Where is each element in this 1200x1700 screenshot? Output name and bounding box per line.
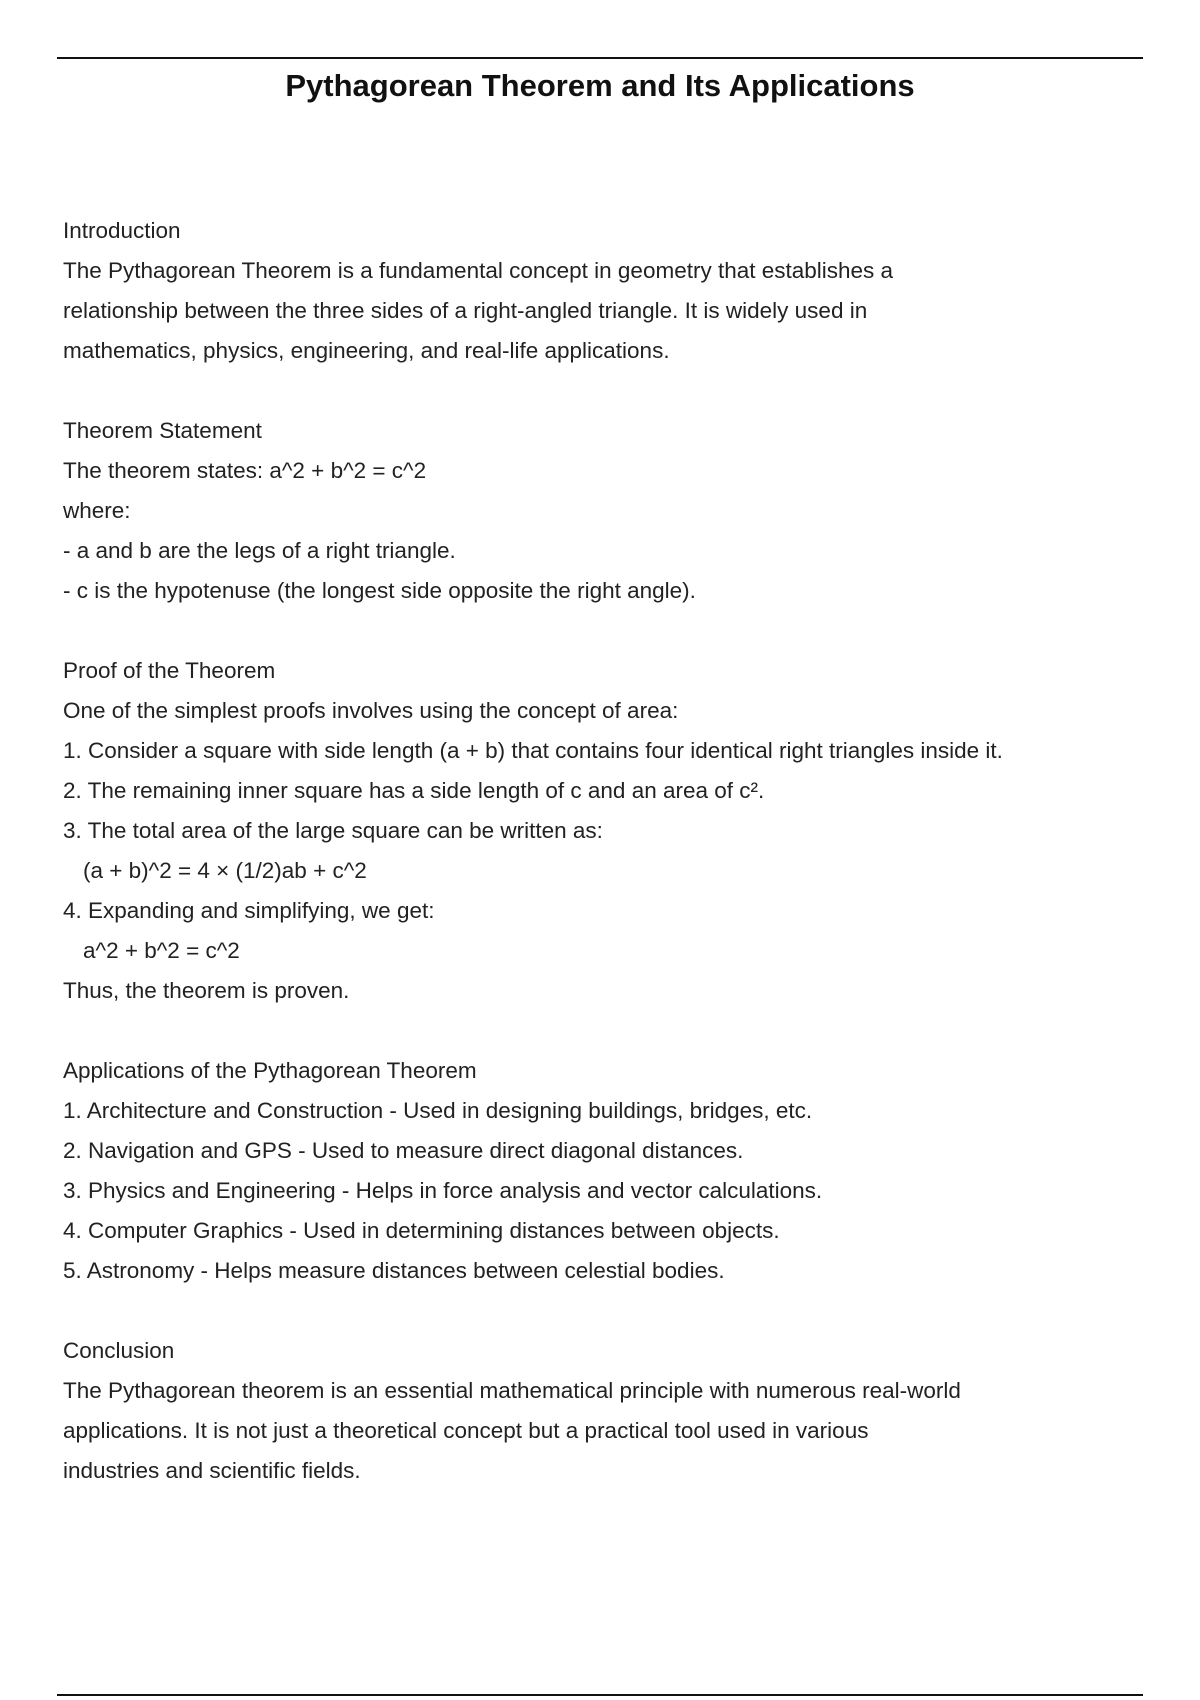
proof-conclusion: Thus, the theorem is proven. (63, 978, 350, 1003)
list-item: 5. Astronomy - Helps measure distances between celestial bodies. (63, 1258, 725, 1283)
list-item: 4. Computer Graphics - Used in determining distances between objects. (63, 1218, 780, 1243)
list-item: 3. Physics and Engineering - Helps in force analysis and vector calculations. (63, 1178, 823, 1203)
top-rule (57, 57, 1143, 59)
where-label: where: (63, 498, 131, 523)
proof-formula: (a + b)^2 = 4 × (1/2)ab + c^2 (83, 858, 367, 883)
paragraph-line: industries and scientific fields. (63, 1458, 361, 1483)
list-item: 1. Architecture and Construction - Used in designing buildings, bridges, etc. (63, 1098, 813, 1123)
formula-line: The theorem states: a^2 + b^2 = c^2 (63, 458, 427, 483)
bullet-item: - c is the hypotenuse (the longest side opposite the right angle). (63, 578, 696, 603)
paragraph-line: mathematics, physics, engineering, and real-life applications. (63, 338, 670, 363)
section-spacer (63, 371, 1123, 411)
paragraph-line: applications. It is not just a theoretical concept but a practical tool used in various (63, 1418, 869, 1443)
proof-step: 4. Expanding and simplifying, we get: (63, 898, 435, 923)
page-title: Pythagorean Theorem and Its Applications (285, 68, 915, 103)
section-spacer (63, 611, 1123, 651)
section-heading-applications: Applications of the Pythagorean Theorem (63, 1058, 477, 1083)
section-heading-introduction: Introduction (63, 218, 181, 243)
bottom-rule (57, 1694, 1143, 1696)
proof-step: 3. The total area of the large square can be written as: (63, 818, 603, 843)
section-spacer (63, 1011, 1123, 1051)
paragraph-line: The Pythagorean theorem is an essential mathematical principle with numerous real-world (63, 1378, 961, 1403)
proof-intro: One of the simplest proofs involves using the concept of area: (63, 698, 679, 723)
proof-step: 2. The remaining inner square has a side length of c and an area of c². (63, 778, 765, 803)
proof-step: 1. Consider a square with side length (a + b) that contains four identical right triangles inside it. (63, 738, 1003, 763)
document-body (63, 211, 1123, 1491)
proof-section (63, 651, 1123, 1011)
statement-section (63, 411, 1123, 611)
proof-formula: a^2 + b^2 = c^2 (83, 938, 240, 963)
section-heading-proof: Proof of the Theorem (63, 658, 276, 683)
list-item: 2. Navigation and GPS - Used to measure direct diagonal distances. (63, 1138, 744, 1163)
paragraph-line: The Pythagorean Theorem is a fundamental concept in geometry that establishes a (63, 258, 894, 283)
bullet-item: - a and b are the legs of a right triangle. (63, 538, 456, 563)
conclusion-section (63, 1331, 1123, 1491)
paragraph-line: relationship between the three sides of a right-angled triangle. It is widely used in (63, 298, 868, 323)
section-heading-statement: Theorem Statement (63, 418, 262, 443)
section-heading-conclusion: Conclusion (63, 1338, 175, 1363)
applications-section (63, 1051, 1123, 1291)
section-spacer (63, 1291, 1123, 1331)
introduction-section (63, 211, 1123, 371)
